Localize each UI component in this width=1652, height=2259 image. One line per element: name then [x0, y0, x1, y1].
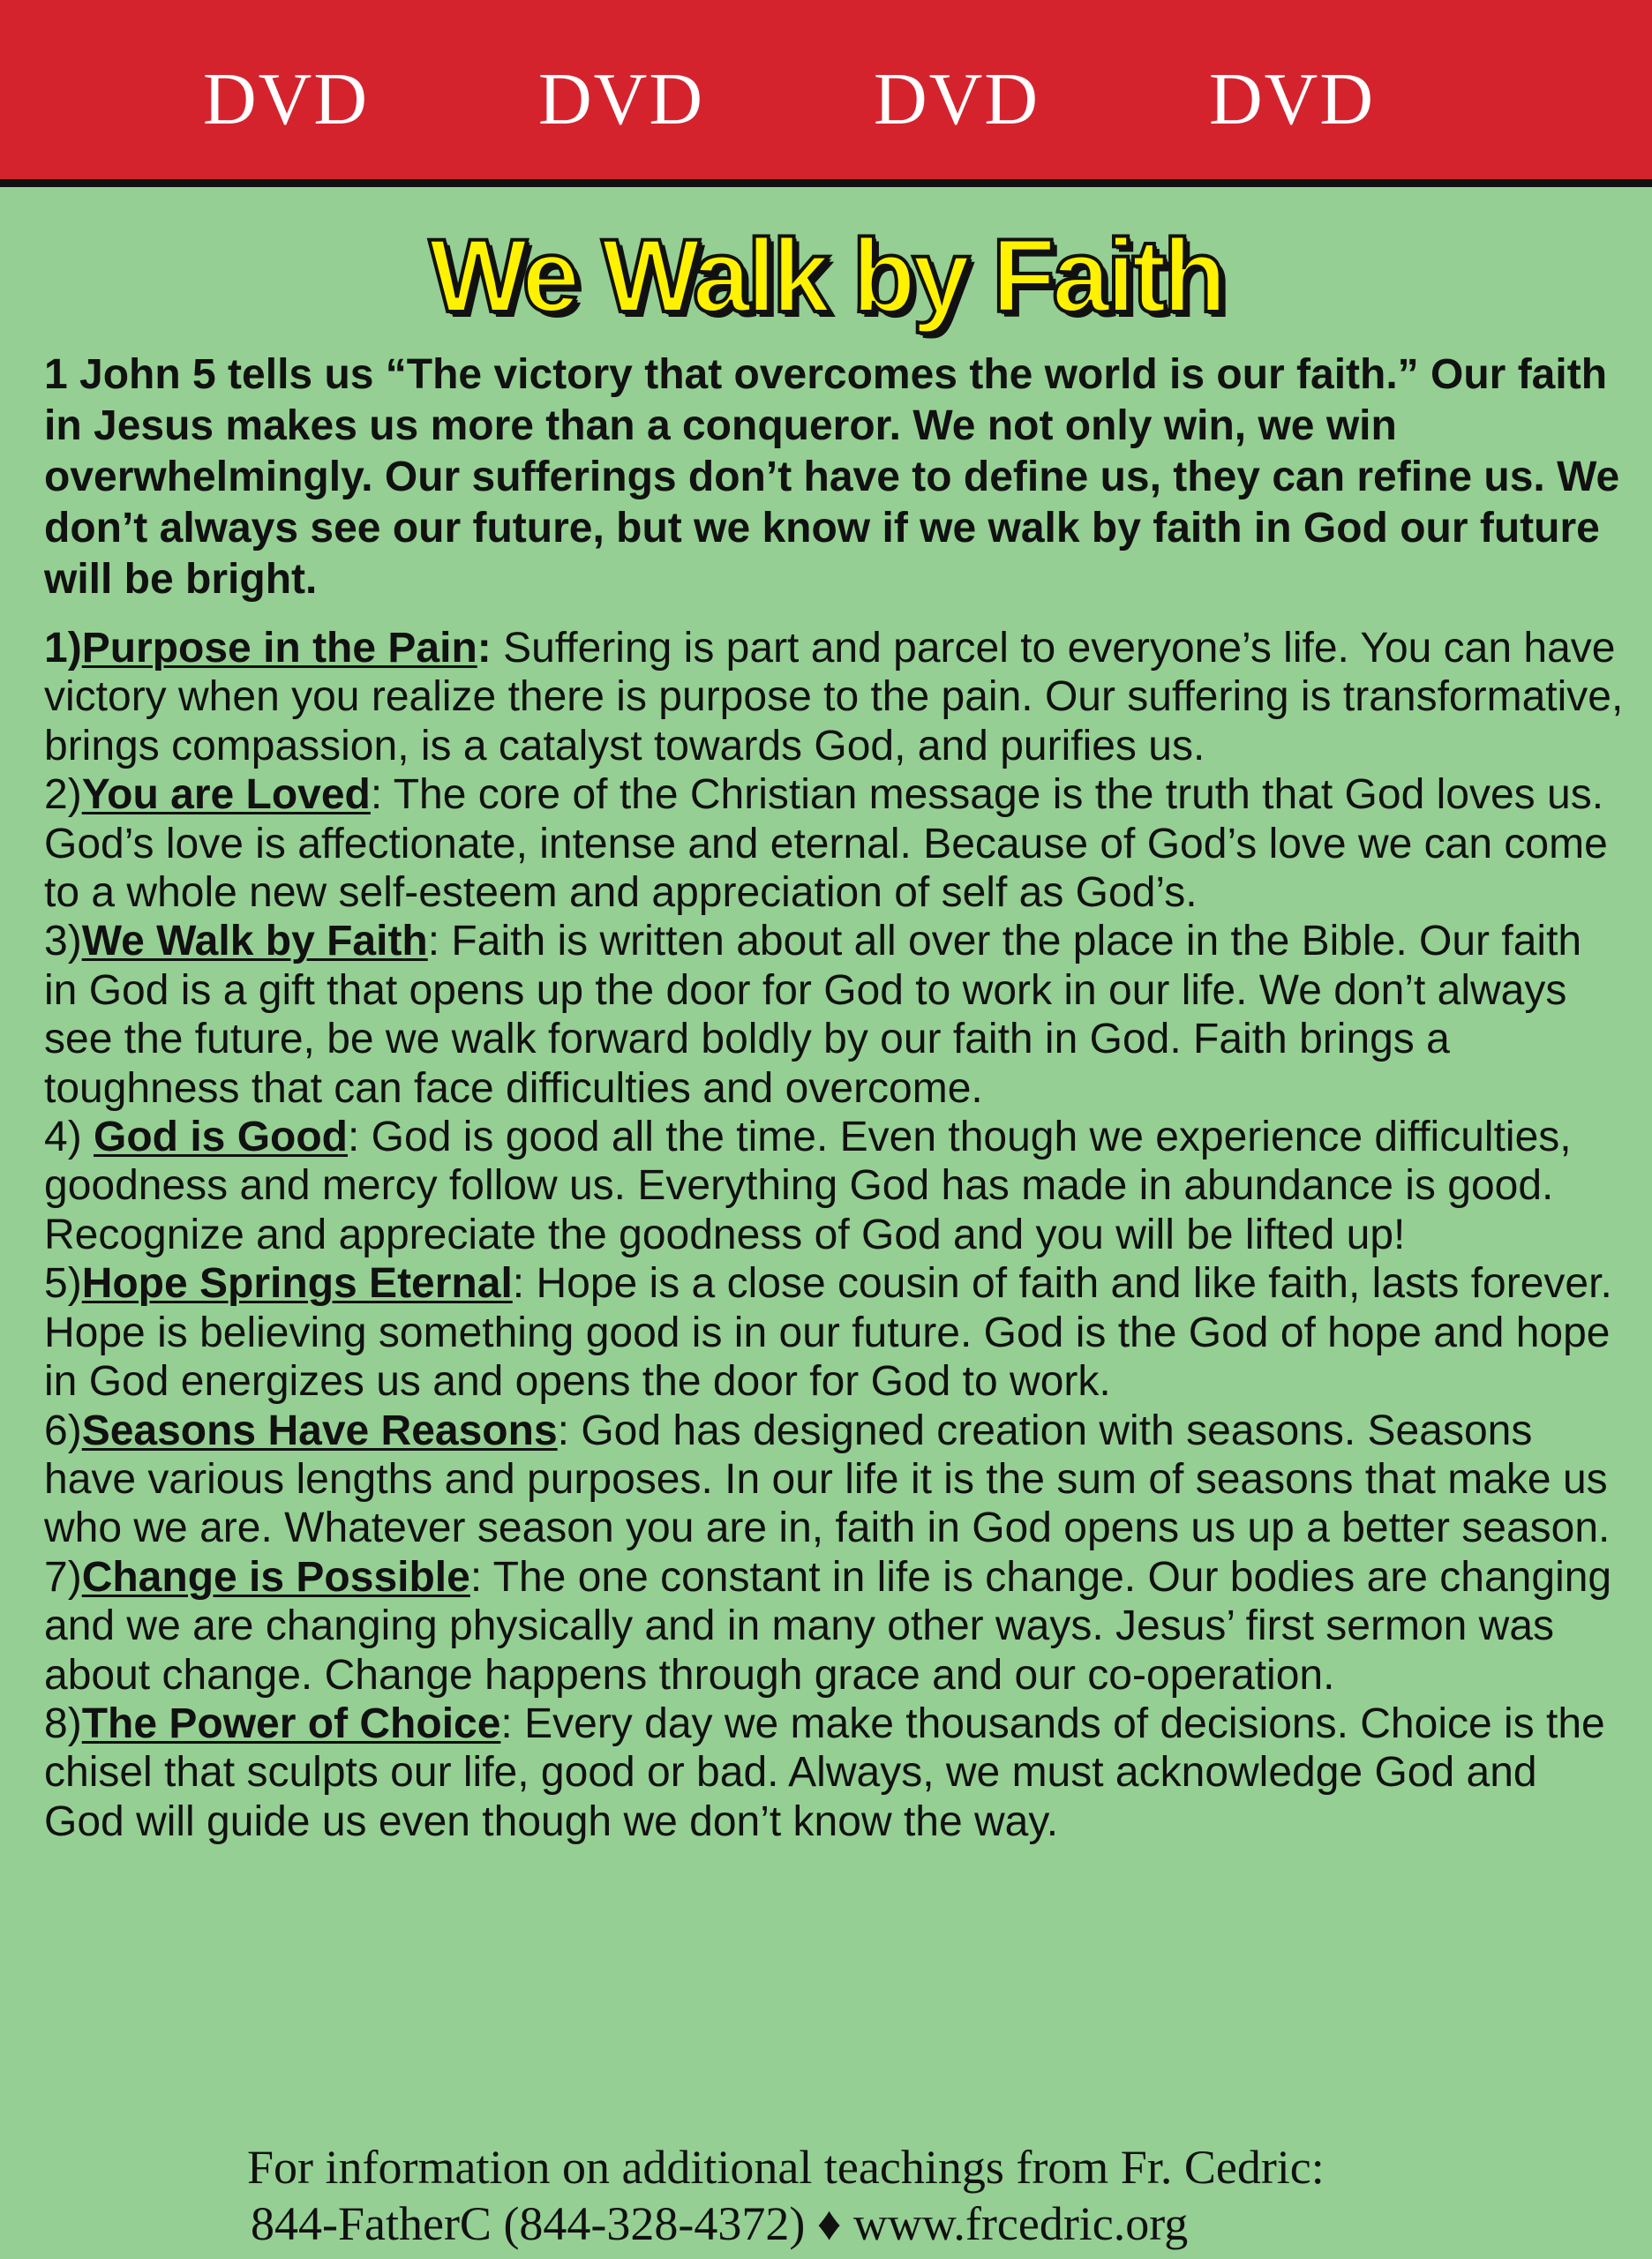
point-heading: The Power of Choice	[81, 1700, 501, 1747]
dvd-label: DVD	[538, 58, 704, 140]
point-heading: Hope Springs Eternal	[81, 1260, 513, 1308]
intro-paragraph: 1 John 5 tells us “The victory that overcomes the world is our faith.” Our faith in Jesus makes us more than a conqueror. We not only win, we win overwhelmingly. Our sufferings don’t have to define us, they can refine us. We don’t always see our future, but we know if we walk by faith in God our future will be bright.	[44, 351, 1620, 603]
point-number: 3)	[44, 918, 82, 965]
footer-phone-website: 844-FatherC (844-328-4372) ♦ www.frcedric.org	[251, 2197, 1189, 2250]
point-heading: Purpose in the Pain	[81, 625, 477, 672]
point-number: 1)	[44, 625, 82, 672]
point-number: 8)	[44, 1700, 82, 1747]
footer-info-line: For information on additional teachings from Fr. Cedric:	[247, 2141, 1325, 2194]
point-colon: :	[348, 1114, 360, 1161]
point-text: Hope is a close cousin of faith and like faith, lasts forever. Hope is believing something good is in our future. God is the God of hope and hope in God energizes us and opens the door for God to work.	[44, 1260, 1612, 1406]
point-number: 4)	[44, 1114, 94, 1161]
list-item	[44, 1407, 1624, 1553]
list-item	[44, 624, 1624, 770]
point-heading: We Walk by Faith	[81, 918, 428, 965]
list-item	[44, 1553, 1624, 1700]
point-number: 5)	[44, 1260, 82, 1308]
list-item	[44, 917, 1624, 1113]
point-colon: :	[512, 1260, 525, 1308]
page-title: We Walk by Faith	[429, 218, 1223, 334]
list-item	[44, 770, 1624, 917]
point-colon: :	[500, 1700, 513, 1747]
point-heading: God is Good	[94, 1114, 348, 1161]
point-number: 6)	[44, 1407, 82, 1454]
list-item	[44, 1700, 1624, 1846]
point-colon: :	[370, 771, 383, 819]
point-heading: You are Loved	[81, 771, 371, 819]
point-heading: Change is Possible	[81, 1553, 470, 1601]
dvd-label: DVD	[874, 58, 1040, 140]
point-text: The one constant in life is change. Our bodies are changing and we are changing physically and in many other ways. Jesus’ first sermon was about change. Change happens through grace and our co-operation.	[44, 1553, 1612, 1699]
point-text: Suffering is part and parcel to everyone’s life. You can have victory when you realize there is purpose to the pain. Our suffering is transformative, brings compassion, is a catalyst towards God, and purifies us.	[44, 625, 1624, 769]
dvd-label: DVD	[1209, 58, 1375, 140]
point-text: Faith is written about all over the place in the Bible. Our faith in God is a gift that opens up the door for God to work in our life. We don’t always see the future, be we walk forward boldly by our faith in God. Faith brings a toughness that can face difficulties and overcome.	[44, 918, 1582, 1112]
point-text: God has designed creation with seasons. Seasons have various lengths and purposes. In our life it is the sum of seasons that make us who we are. Whatever season you are in, faith in God opens us up a better season.	[44, 1407, 1611, 1552]
point-text: Every day we make thousands of decisions. Choice is the chisel that sculpts our life, good or bad. Always, we must acknowledge God and God will guide us even though we don’t know the way.	[44, 1700, 1605, 1845]
point-colon: :	[557, 1407, 569, 1454]
point-text: The core of the Christian message is the truth that God loves us. God’s love is affectionate, intense and eternal. Because of God’s love we can come to a whole new self-esteem and appreciation of self as God’s.	[44, 771, 1608, 917]
point-number: 2)	[44, 771, 82, 819]
point-colon: :	[427, 918, 440, 965]
point-colon: :	[469, 1553, 483, 1601]
dvd-label: DVD	[203, 58, 369, 140]
point-heading: Seasons Have Reasons	[81, 1407, 558, 1454]
point-colon: :	[477, 625, 492, 672]
point-text: God is good all the time. Even though we experience difficulties, goodness and mercy follow us. Everything God has made in abundance is good. Recognize and appreciate the goodness of God and you will be lifted up!	[44, 1114, 1572, 1258]
top-banner	[0, 0, 1652, 187]
point-number: 7)	[44, 1553, 82, 1601]
list-item	[44, 1113, 1624, 1259]
list-item	[44, 1259, 1624, 1406]
points-list	[44, 624, 1624, 1846]
